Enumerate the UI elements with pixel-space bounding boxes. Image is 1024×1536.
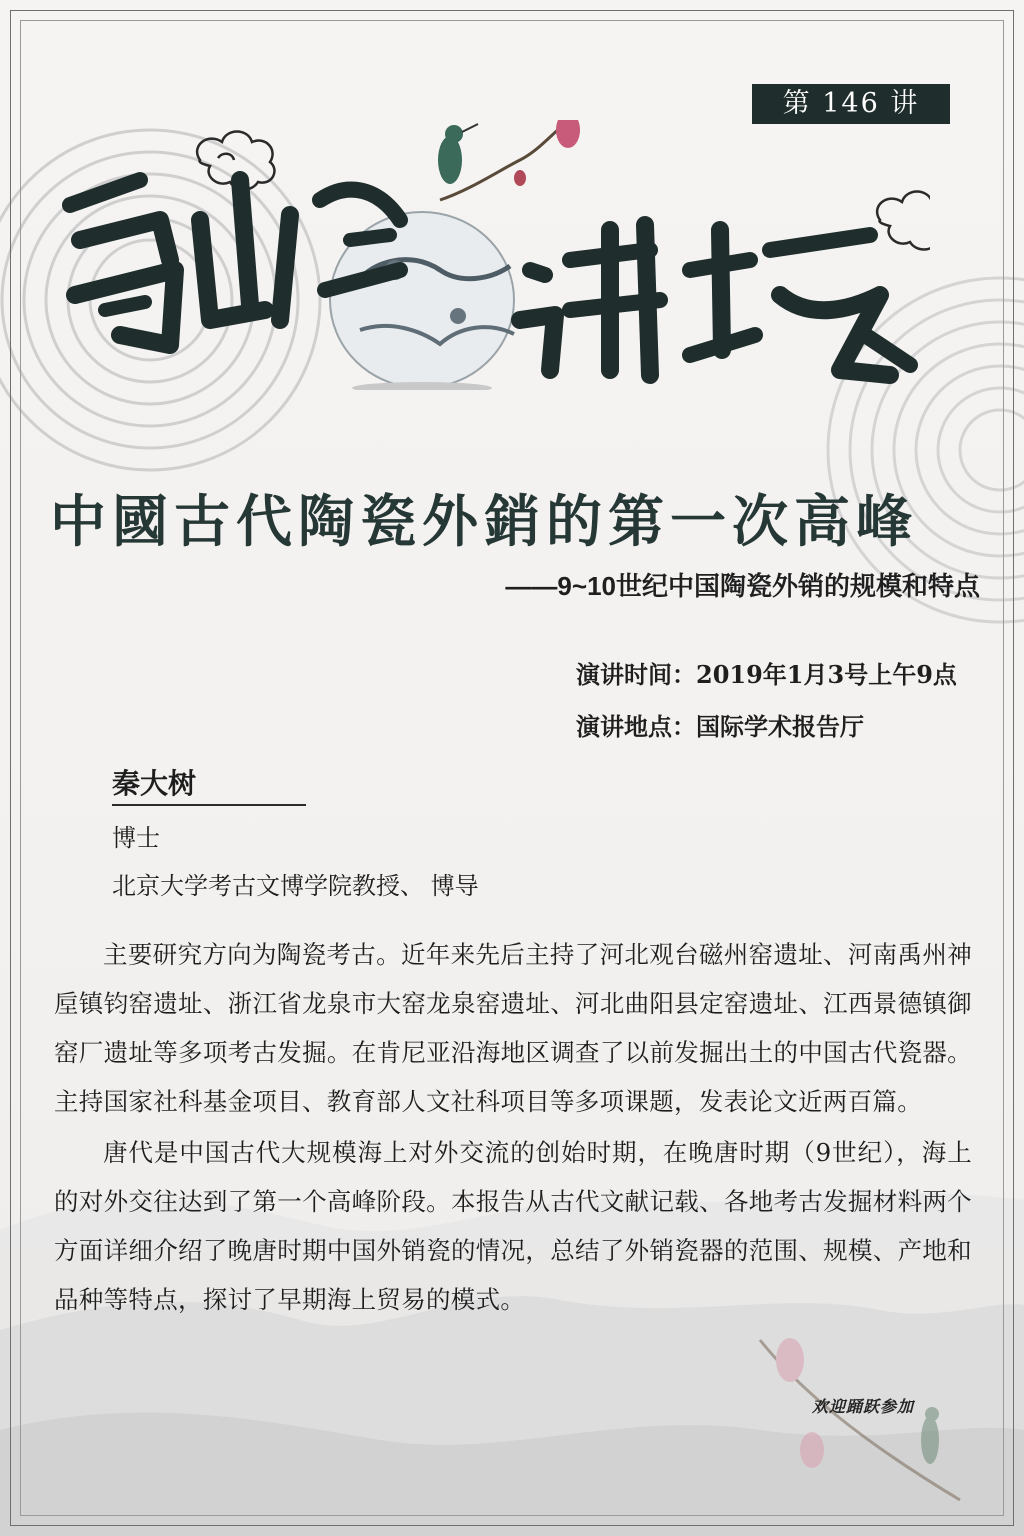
lecture-title: 中國古代陶瓷外銷的第一次高峰 [50,489,918,555]
lecture-abstract-paragraph: 唐代是中国古代大规模海上对外交流的创始时期，在晚唐时期（9世纪），海上的对外交往达到了第一个高峰阶段。本报告从古代文献记载、各地考古发掘材料两个方面详细介绍了晚唐时期中国外销瓷的情况，总结了外销瓷器的范围、规模、产地和品种等特点，探讨了早期海上贸易的模式。 [54,1138,972,1314]
lecture-time: 演讲时间：2019年1月3号上午9点 [576,660,957,689]
welcome-note: 欢迎踊跃参加 [812,1397,915,1416]
speaker-name: 秦大树 [112,768,197,799]
speaker-bio-paragraph: 主要研究方向为陶瓷考古。近年来先后主持了河北观台磁州窑遗址、河南禹州神垕镇钧窑遗址、浙江省龙泉市大窑龙泉窑遗址、河北曲阳县定窑遗址、江西景德镇御窑厂遗址等多项考古发掘。在肯尼亚沿海地区调查了以前发掘出土的中国古代瓷器。主持国家社科基金项目、教育部人文社科项目等多项课题，发表论文近两百篇。 [54,940,972,1116]
auspicious-cloud-icon [197,132,930,250]
speaker-position: 北京大学考古文博学院教授、 博导 [112,873,479,900]
forum-brand-art [50,120,930,390]
lecture-subtitle: ——9~10世纪中国陶瓷外销的规模和特点 [505,571,980,601]
episode-badge: 第 146 讲 [752,84,950,124]
lecture-place: 演讲地点：国际学术报告厅 [576,712,864,741]
speaker-underline [112,804,306,806]
lecture-description [54,930,972,1324]
magnolia-bird-top-icon [438,120,580,200]
speaker-degree: 博士 [112,825,160,852]
